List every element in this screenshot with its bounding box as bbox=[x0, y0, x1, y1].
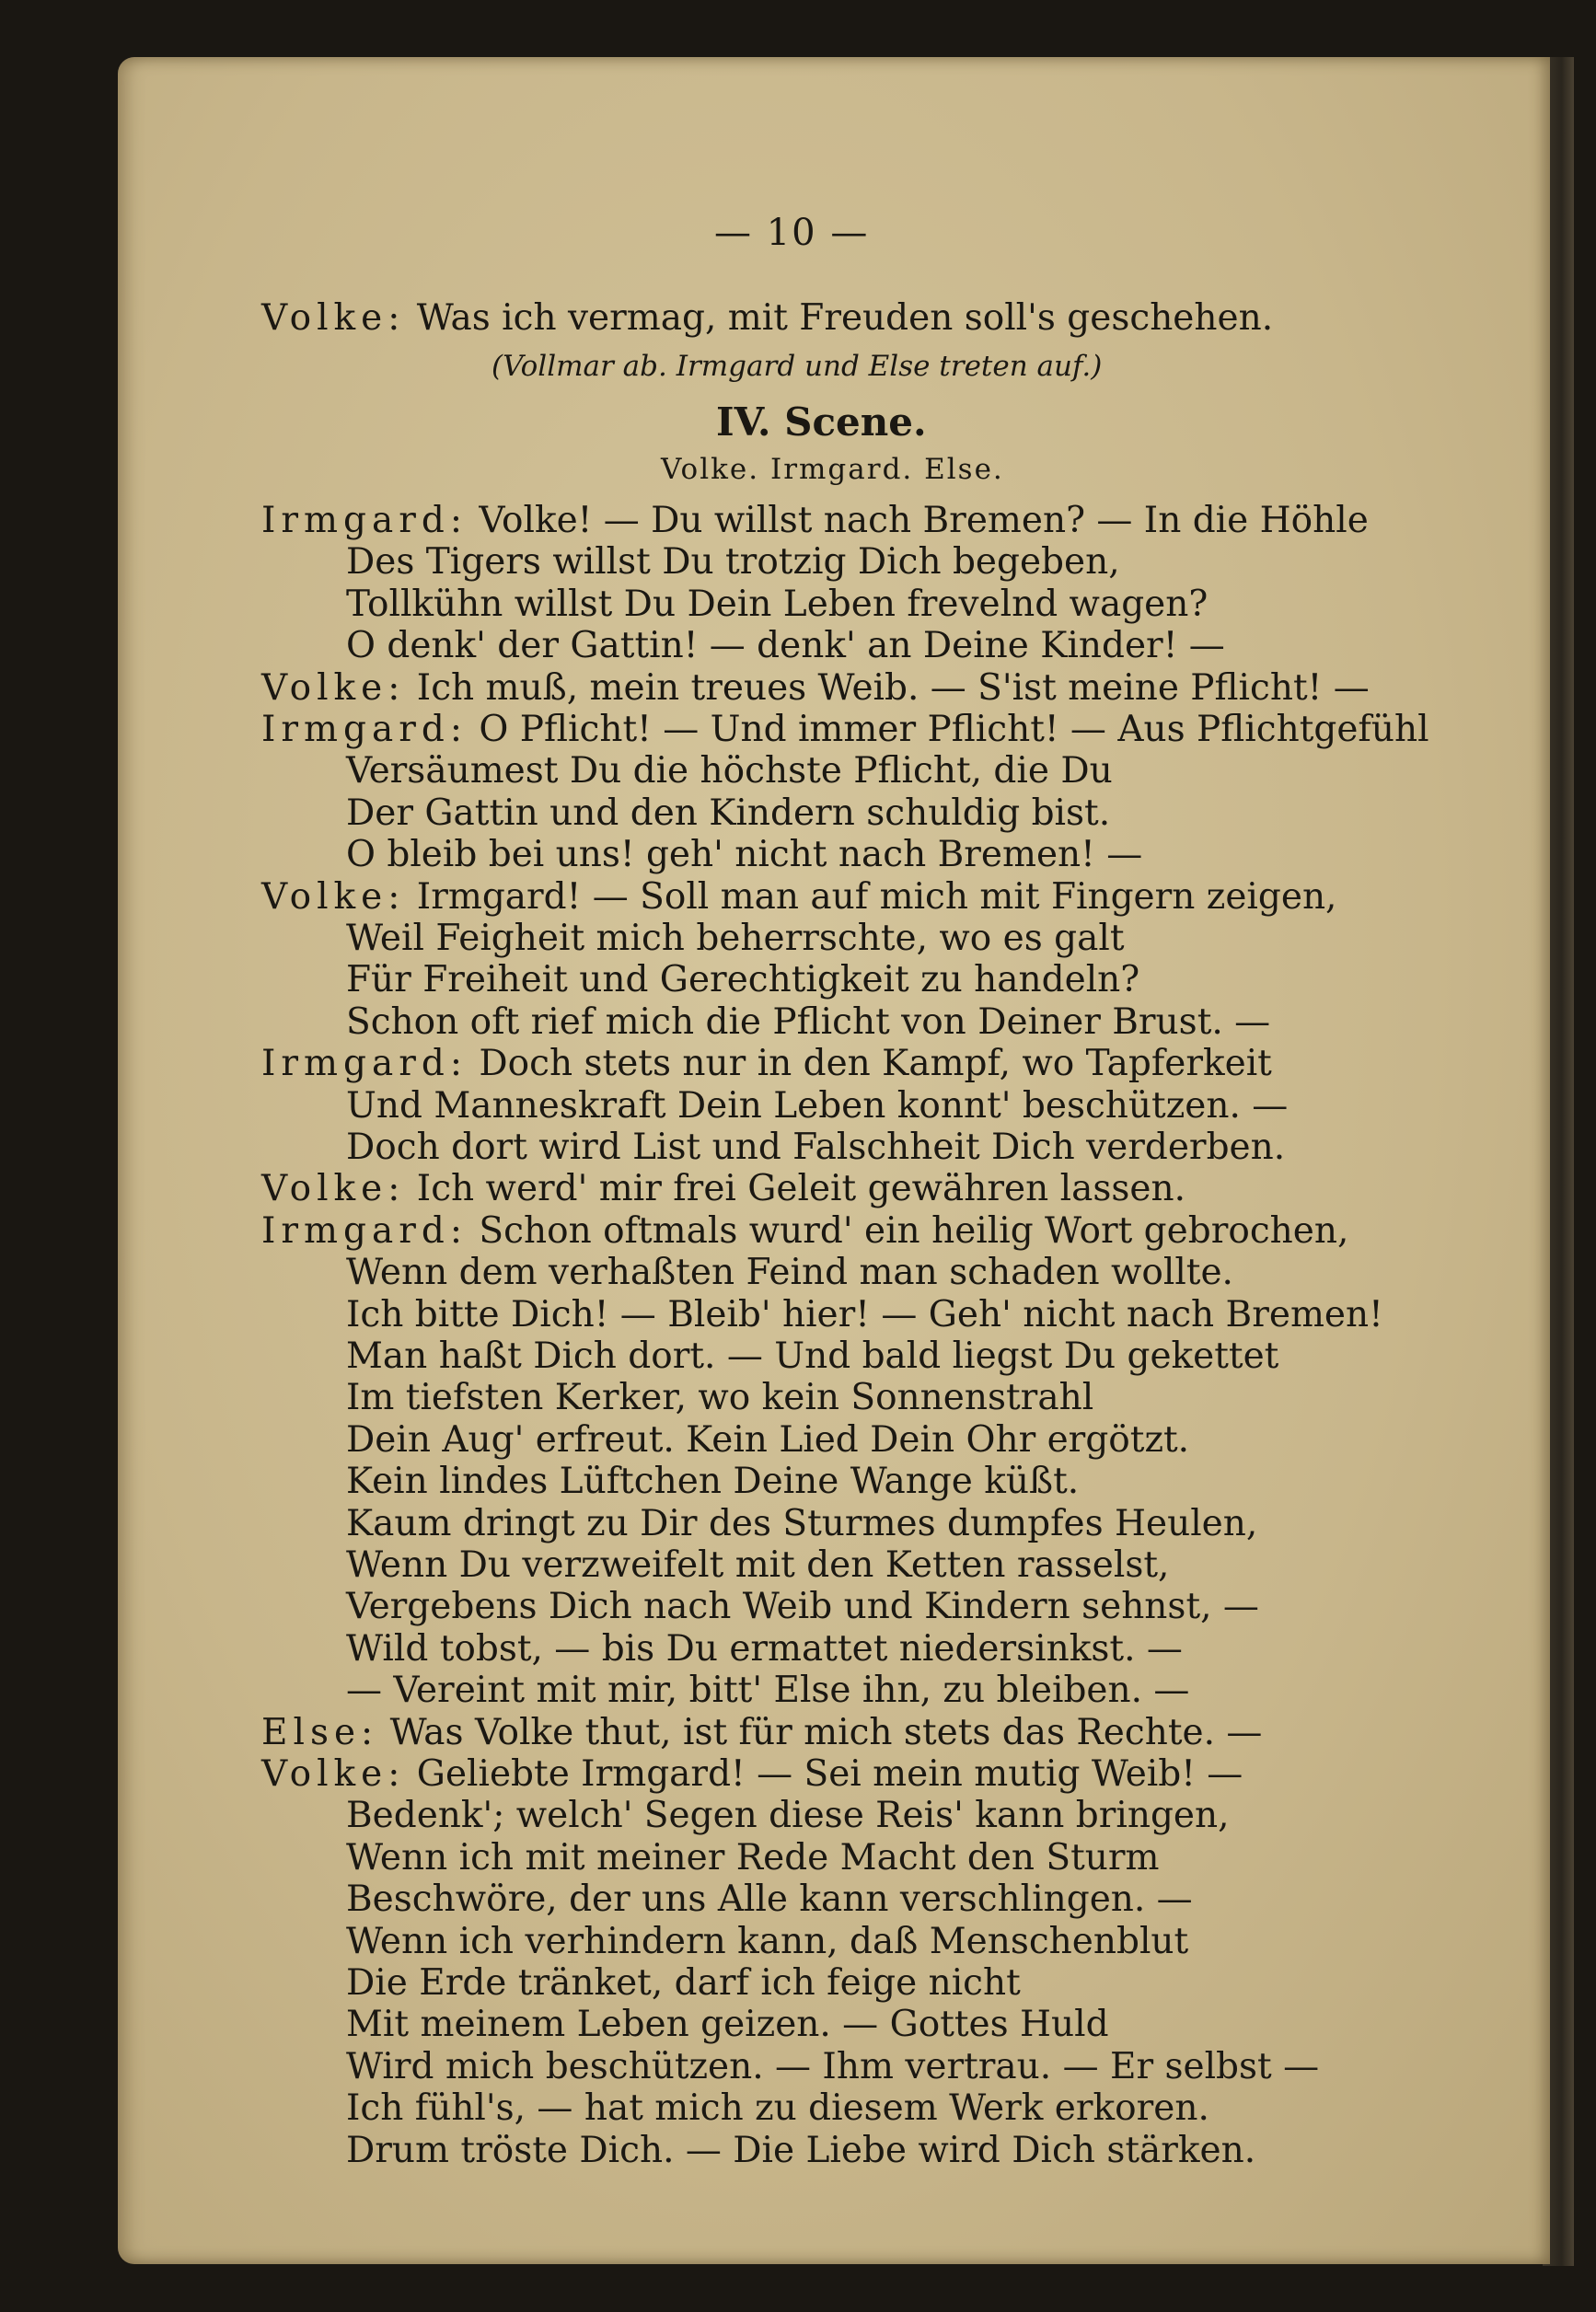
speech-line bbox=[261, 1169, 1185, 1209]
verse-text: Schon oftmals wurd' ein heilig Wort gebrochen, bbox=[479, 1209, 1349, 1252]
verse-text: Geliebte Irmgard! — Sei mein mutig Weib! — bbox=[416, 1753, 1243, 1795]
verse-line bbox=[346, 1504, 1257, 1544]
verse-text: Was ich vermag, mit Freuden soll's geschehen. bbox=[416, 297, 1274, 339]
verse-text: Weil Feigheit mich beherrschte, wo es galt bbox=[346, 918, 1125, 959]
verse-text: O denk' der Gattin! — denk' an Deine Kinder! — bbox=[346, 625, 1225, 667]
verse-line bbox=[346, 793, 1110, 834]
verse-text: Wenn dem verhaßten Feind man schaden wollte. bbox=[346, 1252, 1233, 1294]
verse-line bbox=[346, 2047, 1319, 2087]
verse-line bbox=[346, 1629, 1183, 1670]
verse-text: Wenn ich mit meiner Rede Macht den Sturm bbox=[346, 1836, 1160, 1878]
verse-text: Doch stets nur in den Kampf, wo Tapferkeit bbox=[479, 1043, 1272, 1085]
verse-line bbox=[346, 1670, 1189, 1711]
verse-line bbox=[346, 584, 1208, 625]
speech-line bbox=[261, 1713, 1262, 1753]
page-text bbox=[118, 57, 1550, 2264]
verse-text: Wenn Du verzweifelt mit den Ketten rasselst, bbox=[346, 1544, 1170, 1586]
book-page bbox=[118, 57, 1550, 2264]
verse-text: Doch dort wird List und Falschheit Dich verderben. bbox=[346, 1127, 1286, 1168]
verse-line bbox=[346, 1587, 1259, 1627]
verse-line bbox=[346, 1462, 1079, 1502]
scene-title: IV. Scene. bbox=[716, 399, 927, 445]
scene-characters: Volke. Irmgard. Else. bbox=[661, 453, 1004, 486]
verse-text: Ich fühl's, — hat mich zu diesem Werk erkoren. bbox=[346, 2087, 1209, 2130]
verse-text: Der Gattin und den Kindern schuldig bist. bbox=[346, 792, 1111, 834]
verse-text: Drum tröste Dich. — Die Liebe wird Dich stärken. bbox=[346, 2129, 1256, 2171]
verse-text: Bedenk'; welch' Segen diese Reis' kann bringen, bbox=[346, 1795, 1230, 1837]
verse-text: Was Volke thut, ist für mich stets das Rechte. — bbox=[389, 1711, 1263, 1753]
speech-line bbox=[261, 710, 1429, 750]
verse-line bbox=[346, 2005, 1109, 2045]
speaker-name: Volke: bbox=[261, 666, 406, 709]
verse-line bbox=[346, 1378, 1093, 1418]
speech-line bbox=[261, 1044, 1272, 1084]
verse-text: Dein Aug' erfreut. Kein Lied Dein Ohr ergötzt. bbox=[346, 1418, 1190, 1461]
verse-text: Beschwöre, der uns Alle kann verschlingen. — bbox=[346, 1878, 1193, 1921]
verse-line bbox=[346, 1336, 1278, 1377]
verse-text: Wild tobst, — bis Du ermattet niedersinkst. — bbox=[346, 1627, 1183, 1670]
speech-line bbox=[261, 877, 1336, 918]
verse-text: Kaum dringt zu Dir des Sturmes dumpfes Heulen, bbox=[346, 1502, 1258, 1544]
speaker-name: Volke: bbox=[261, 297, 406, 339]
verse-text: Irmgard! — Soll man auf mich mit Fingern zeigen, bbox=[416, 875, 1337, 918]
verse-text: Die Erde tränket, darf ich feige nicht bbox=[346, 1962, 1021, 2004]
verse-text: Schon oft rief mich die Pflicht von Deiner Brust. — bbox=[346, 1000, 1271, 1043]
speech-line bbox=[261, 1211, 1348, 1252]
verse-text: Versäumest Du die höchste Pflicht, die Du bbox=[346, 750, 1113, 792]
verse-line bbox=[346, 2088, 1209, 2129]
verse-line bbox=[346, 1002, 1270, 1043]
speech-line bbox=[261, 668, 1370, 709]
verse-line bbox=[346, 835, 1142, 875]
verse-text: Ich bitte Dich! — Bleib' hier! — Geh' nicht nach Bremen! bbox=[346, 1293, 1383, 1335]
page-number: — 10 — bbox=[714, 212, 870, 254]
speaker-name: Irmgard: bbox=[261, 1209, 468, 1252]
verse-line bbox=[346, 626, 1225, 666]
verse-line bbox=[346, 1420, 1189, 1461]
verse-text: Für Freiheit und Gerechtigkeit zu handeln? bbox=[346, 959, 1140, 1001]
speech-line bbox=[261, 501, 1369, 541]
speech-line bbox=[261, 1754, 1243, 1795]
verse-line bbox=[346, 1838, 1160, 1878]
verse-text: Ich muß, mein treues Weib. — S'ist meine Pflicht! — bbox=[416, 666, 1370, 709]
verse-text: Des Tigers willst Du trotzig Dich begeben, bbox=[346, 541, 1120, 584]
speaker-name: Irmgard: bbox=[261, 709, 468, 750]
verse-line bbox=[346, 1963, 1021, 2004]
verse-text: O bleib bei uns! geh' nicht nach Bremen! — bbox=[346, 834, 1143, 876]
verse-line bbox=[346, 1253, 1233, 1293]
verse-line bbox=[346, 1796, 1230, 1836]
verse-line bbox=[346, 751, 1113, 792]
verse-line bbox=[346, 1127, 1285, 1168]
verse-line bbox=[346, 960, 1139, 1000]
verse-line bbox=[346, 1879, 1193, 1920]
verse-line bbox=[346, 1295, 1383, 1335]
verse-text: Tollkühn willst Du Dein Leben frevelnd wagen? bbox=[346, 583, 1209, 625]
speaker-name: Volke: bbox=[261, 1168, 406, 1210]
verse-text: Kein lindes Lüftchen Deine Wange küßt. bbox=[346, 1461, 1080, 1503]
verse-text: Wird mich beschützen. — Ihm vertrau. — Er selbst — bbox=[346, 2045, 1320, 2087]
verse-line bbox=[346, 542, 1120, 583]
verse-text: Und Manneskraft Dein Leben konnt' beschützen. — bbox=[346, 1084, 1289, 1127]
verse-text: Volke! — Du willst nach Bremen? — In die Höhle bbox=[479, 500, 1369, 541]
speaker-name: Irmgard: bbox=[261, 500, 468, 541]
speaker-name: Volke: bbox=[261, 1753, 406, 1795]
verse-line bbox=[346, 1922, 1188, 1962]
verse-line bbox=[346, 1545, 1169, 1586]
verse-text: — Vereint mit mir, bitt' Else ihn, zu bleiben. — bbox=[346, 1670, 1190, 1712]
verse-text: Vergebens Dich nach Weib und Kindern sehnst, — bbox=[346, 1586, 1259, 1628]
verse-text: O Pflicht! — Und immer Pflicht! — Aus Pflichtgefühl bbox=[479, 709, 1429, 750]
verse-line bbox=[346, 1086, 1288, 1127]
opening-line bbox=[261, 298, 1273, 339]
speaker-name: Volke: bbox=[261, 875, 406, 918]
verse-line bbox=[346, 2131, 1255, 2171]
verse-text: Ich werd' mir frei Geleit gewähren lassen. bbox=[416, 1168, 1185, 1210]
verse-text: Wenn ich verhindern kann, daß Menschenblut bbox=[346, 1920, 1189, 1962]
verse-text: Mit meinem Leben geizen. — Gottes Huld bbox=[346, 2004, 1109, 2046]
speaker-name: Irmgard: bbox=[261, 1043, 468, 1085]
speaker-name: Else: bbox=[261, 1711, 379, 1753]
verse-text: Man haßt Dich dort. — Und bald liegst Du gekettet bbox=[346, 1335, 1279, 1377]
verse-line bbox=[346, 919, 1125, 959]
stage-direction: (Vollmar ab. Irmgard und Else treten auf.) bbox=[492, 350, 1103, 383]
verse-text: Im tiefsten Kerker, wo kein Sonnenstrahl bbox=[346, 1377, 1094, 1419]
